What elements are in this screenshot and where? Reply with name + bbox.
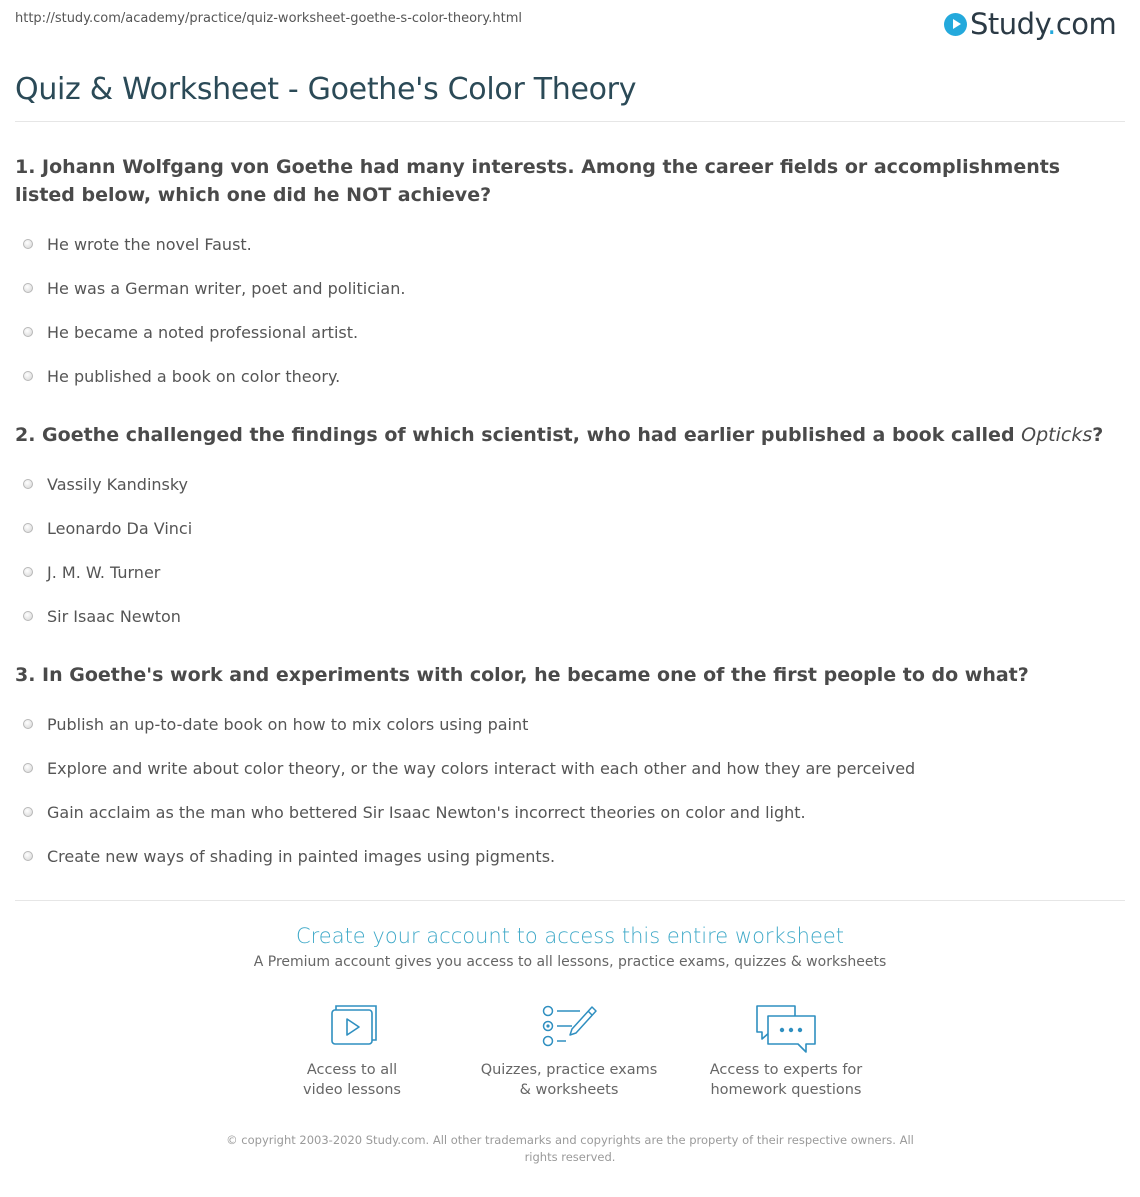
answer-label: He wrote the novel Faust. xyxy=(47,234,252,254)
answer-option[interactable] xyxy=(15,462,1115,506)
answer-option[interactable] xyxy=(15,506,1115,550)
answer-option[interactable] xyxy=(15,594,1115,638)
question-1 xyxy=(15,153,1115,398)
radio-button[interactable] xyxy=(23,371,33,381)
answer-label: He was a German writer, poet and politician. xyxy=(47,278,406,298)
page-url: http://study.com/academy/practice/quiz-worksheet-goethe-s-color-theory.html xyxy=(15,11,522,26)
radio-button[interactable] xyxy=(23,239,33,249)
answer-label: J. M. W. Turner xyxy=(47,562,161,582)
copyright-footer: © copyright 2003-2020 Study.com. All other trademarks and copyrights are the property of their respective owners. All rights reserved. xyxy=(226,1133,914,1164)
radio-button[interactable] xyxy=(23,283,33,293)
feature-video-lessons xyxy=(252,1002,452,1100)
feature-quizzes xyxy=(469,1002,669,1100)
radio-button[interactable] xyxy=(23,567,33,577)
cta-subtitle: A Premium account gives you access to all lessons, practice exams, quizzes & worksheets xyxy=(253,954,887,970)
top-bar xyxy=(0,0,1140,50)
answer-option[interactable] xyxy=(15,746,1115,790)
question-1-answers xyxy=(15,222,1115,398)
title-divider xyxy=(15,121,1125,122)
feature-experts xyxy=(686,1002,886,1100)
feature-label: Access to experts for homework questions xyxy=(709,1062,863,1098)
radio-button[interactable] xyxy=(23,479,33,489)
answer-label: Publish an up-to-date book on how to mix colors using paint xyxy=(47,714,529,734)
feature-label: Access to all video lessons xyxy=(303,1062,401,1098)
chat-bubbles-icon xyxy=(754,1002,818,1054)
page-title: Quiz & Worksheet - Goethe's Color Theory xyxy=(15,72,637,107)
radio-button[interactable] xyxy=(23,763,33,773)
answer-option[interactable] xyxy=(15,834,1115,878)
answer-label: Explore and write about color theory, or the way colors interact with each other and how they are perceived xyxy=(47,758,916,778)
question-2 xyxy=(15,421,1115,638)
cta-title-link[interactable]: Create your account to access this entire worksheet xyxy=(295,924,845,948)
radio-button[interactable] xyxy=(23,719,33,729)
radio-button[interactable] xyxy=(23,611,33,621)
question-2-text: 2. Goethe challenged the findings of which scientist, who had earlier published a book called Opticks? xyxy=(15,424,1104,446)
answer-option[interactable] xyxy=(15,790,1115,834)
answer-label: He published a book on color theory. xyxy=(47,366,341,386)
answer-label: Gain acclaim as the man who bettered Sir Isaac Newton's incorrect theories on color and light. xyxy=(47,802,806,822)
logo-text: Study.com xyxy=(970,7,1117,41)
answer-label: Create new ways of shading in painted images using pigments. xyxy=(47,846,556,866)
question-3-text: 3. In Goethe's work and experiments with color, he became one of the first people to do what? xyxy=(15,664,1029,686)
radio-button[interactable] xyxy=(23,851,33,861)
answer-label: Leonardo Da Vinci xyxy=(47,518,193,538)
question-2-answers xyxy=(15,462,1115,638)
play-logo-icon xyxy=(944,13,967,36)
question-3 xyxy=(15,661,1115,878)
answer-option[interactable] xyxy=(15,266,1115,310)
question-1-text: 1. Johann Wolfgang von Goethe had many interests. Among the career fields or accomplishments listed below, which one did he NOT achieve? xyxy=(15,156,1061,206)
study-com-logo[interactable] xyxy=(944,6,1116,42)
answer-option[interactable] xyxy=(15,550,1115,594)
book-title-italic: Opticks xyxy=(1021,424,1093,446)
cta-divider xyxy=(15,900,1125,901)
radio-button[interactable] xyxy=(23,523,33,533)
answer-label: Sir Isaac Newton xyxy=(47,606,181,626)
question-3-answers xyxy=(15,702,1115,878)
answer-label: He became a noted professional artist. xyxy=(47,322,359,342)
answer-option[interactable] xyxy=(15,702,1115,746)
answer-option[interactable] xyxy=(15,310,1115,354)
answer-label: Vassily Kandinsky xyxy=(47,474,189,494)
radio-button[interactable] xyxy=(23,327,33,337)
answer-option[interactable] xyxy=(15,354,1115,398)
video-lessons-icon xyxy=(326,1002,378,1050)
answer-option[interactable] xyxy=(15,222,1115,266)
radio-button[interactable] xyxy=(23,807,33,817)
feature-label: Quizzes, practice exams & worksheets xyxy=(480,1062,658,1098)
quiz-checklist-icon xyxy=(540,1002,598,1050)
